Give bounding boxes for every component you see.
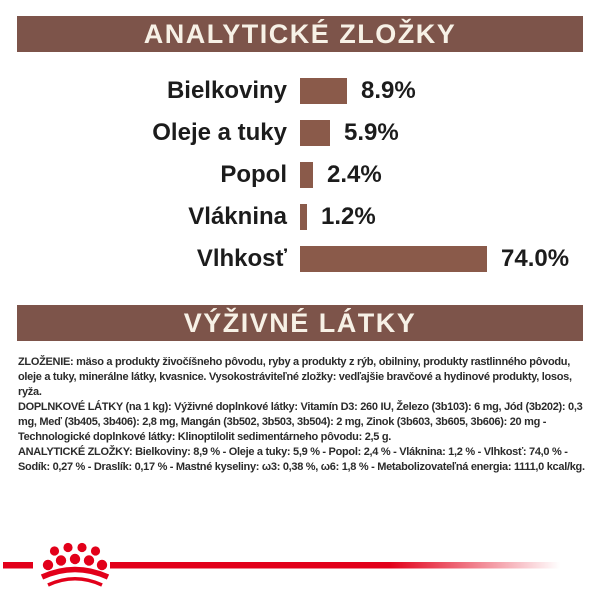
chart-row-oleje-a-tuky bbox=[0, 112, 600, 154]
additives-text: DOPLNKOVÉ LÁTKY (na 1 kg): Výživné doplnkové látky: Vitamín D3: 260 IU, Železo (3b103): 6 mg, Jód (3b202): 0,3 mg, Meď (3b405, 3b406): 2,8 mg, Mangán (3b502, 3b503, 3b504): 2 mg, Zinok (3b603, 3b605, 3b606): 20 mg - Technologické doplnkové látky: Klinoptilolit sedimentárneho pôvodu: 2,5 g. bbox=[18, 401, 583, 443]
royal-canin-crown-icon bbox=[3, 540, 563, 590]
chart-value-label: 2.4% bbox=[327, 161, 382, 188]
analytical-components-title: ANALYTICKÉ ZLOŽKY bbox=[143, 18, 457, 49]
chart-row-vlhkost bbox=[0, 238, 600, 280]
chart-category-label: Bielkoviny bbox=[166, 77, 287, 104]
chart-category-label: Oleje a tuky bbox=[152, 119, 287, 146]
crown-glyph bbox=[42, 543, 108, 585]
chart-row-vlaknina bbox=[0, 196, 600, 238]
chart-bar bbox=[300, 204, 307, 230]
chart-category-label: Vlhkosť bbox=[196, 245, 287, 272]
chart-category-label: Popol bbox=[220, 161, 287, 188]
composition-text: ZLOŽENIE: mäso a produkty živočíšneho pôvodu, ryby a produkty z rýb, obilniny, produkty rastlinného pôvodu, oleje a tuky, minerálne látky, kvasnice. Vysokostráviteľné zložky: vedľajšie bravčové a hydinové produkty, losos, ryža. bbox=[18, 356, 572, 398]
analytical-text: ANALYTICKÉ ZLOŽKY: Bielkoviny: 8,9 % - Oleje a tuky: 5,9 % - Popol: 2,4 % - Vláknina: 1,2 % - Vlhkosť: 74,0 % - Sodík: 0,27 % - Draslík: 0,17 % - Mastné kyseliny: ω3: 0,38 %, ω6: 1,8 % - Metabolizovateľná energia: 1111,0 kcal/kg. bbox=[18, 446, 585, 473]
chart-value-label: 1.2% bbox=[321, 203, 376, 230]
logo-left-dash bbox=[3, 562, 33, 569]
chart-row-bielkoviny bbox=[0, 70, 600, 112]
chart-bar bbox=[300, 78, 347, 104]
chart-category-label: Vláknina bbox=[188, 203, 287, 230]
chart-value-label: 8.9% bbox=[361, 77, 416, 104]
analytical-components-header bbox=[17, 16, 583, 52]
chart-bar bbox=[300, 120, 330, 146]
logo-fading-line bbox=[110, 562, 560, 569]
nutrients-header bbox=[17, 305, 583, 341]
legal-text-block bbox=[18, 355, 588, 475]
chart-value-label: 74.0% bbox=[501, 245, 570, 272]
chart-row-popol bbox=[0, 154, 600, 196]
chart-bar bbox=[300, 162, 313, 188]
chart-bar bbox=[300, 246, 487, 272]
chart-value-label: 5.9% bbox=[344, 119, 399, 146]
nutrients-title: VÝŽIVNÉ LÁTKY bbox=[183, 307, 417, 338]
analytical-components-chart bbox=[0, 70, 600, 280]
